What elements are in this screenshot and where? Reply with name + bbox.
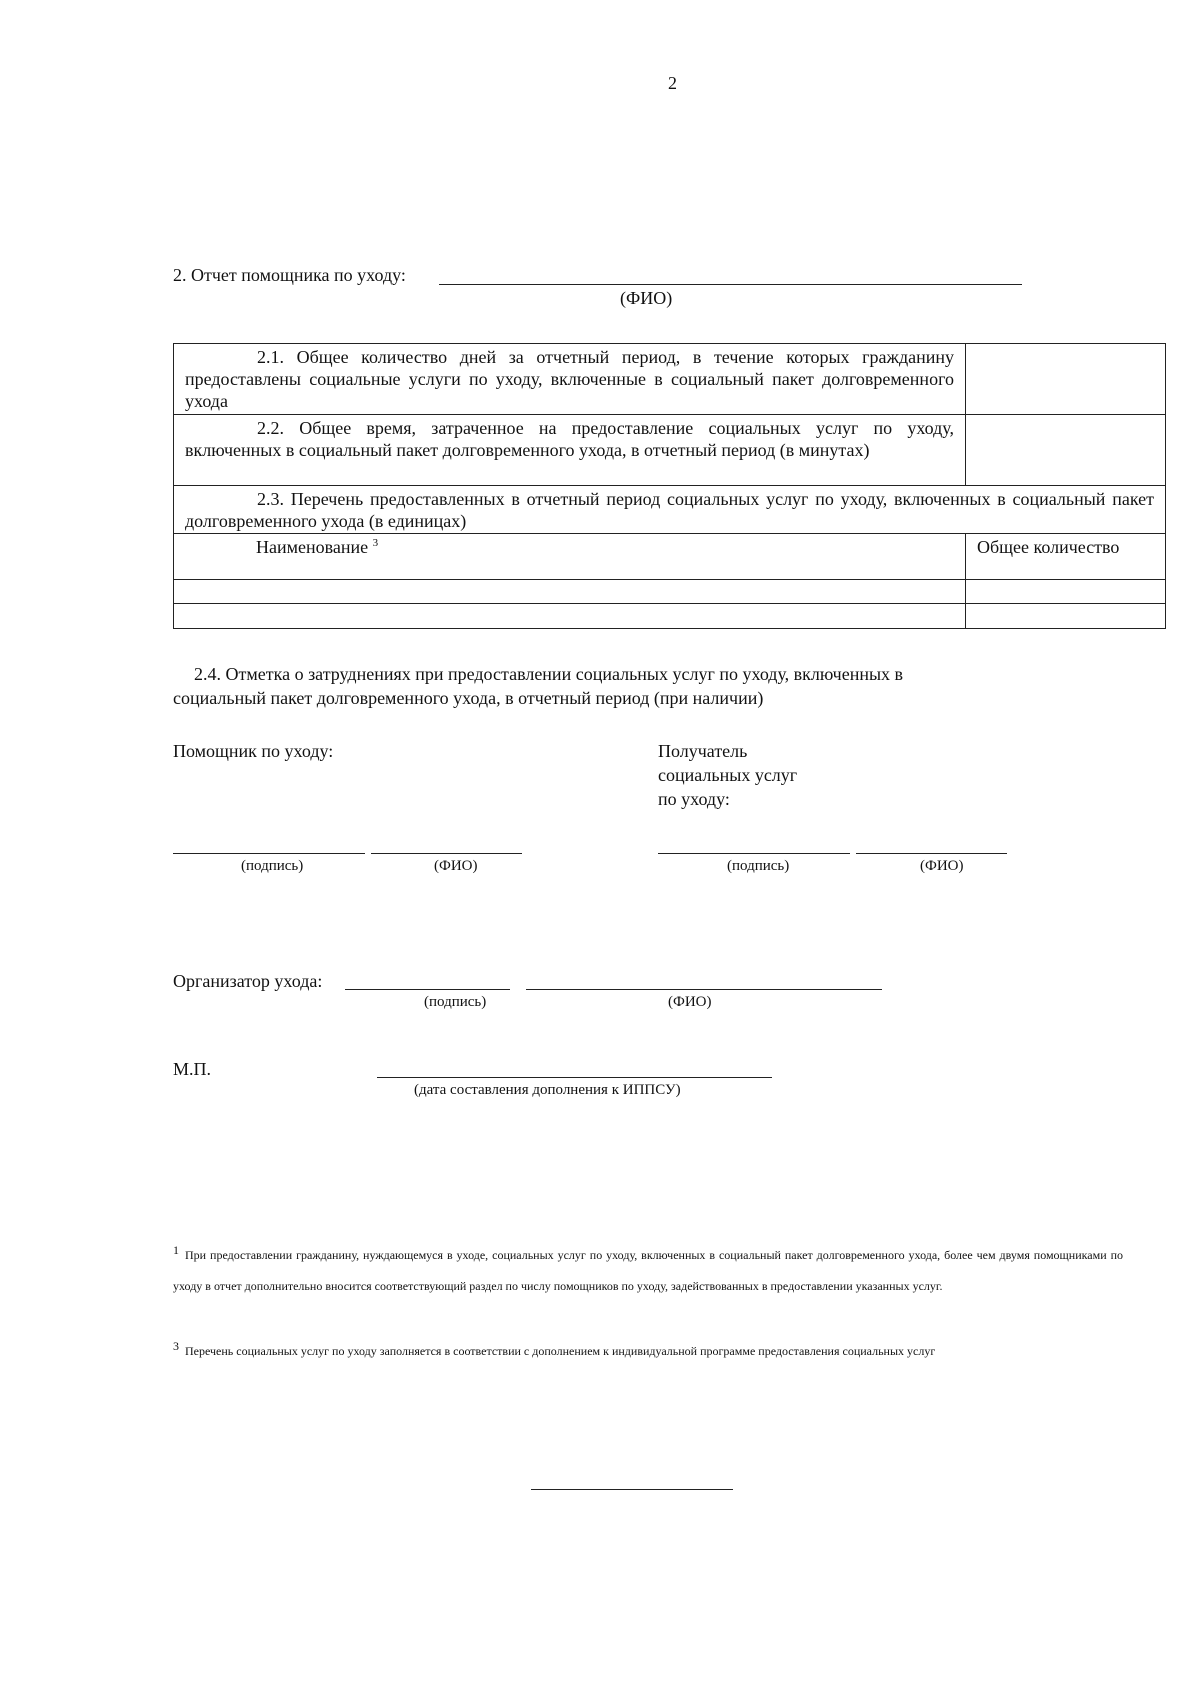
recipient-label-3: по уходу:: [658, 789, 730, 809]
date-line[interactable]: [377, 1077, 772, 1078]
service-total-cell[interactable]: [966, 580, 1165, 603]
page-number: 2: [668, 73, 677, 93]
service-total-cell[interactable]: [966, 604, 1165, 628]
table-row: [174, 580, 1165, 604]
helper-signature-line[interactable]: [173, 853, 365, 854]
row-2-2-value-cell[interactable]: [966, 415, 1165, 485]
helper-fio-caption: (ФИО): [620, 288, 673, 308]
footnote-3-mark: 3: [173, 1339, 179, 1353]
stamp-place-label: М.П.: [173, 1059, 212, 1079]
recipient-signature-caption: (подпись): [727, 858, 790, 874]
footnote-1-mark: 1: [173, 1243, 179, 1257]
footnote-1: [173, 1240, 1123, 1302]
footnote-3-text: Перечень социальных услуг по уходу заполняется в соответствии с дополнением к индивидуальной программе предоставления социальных услуг: [185, 1344, 936, 1358]
helper-fio-line[interactable]: [439, 284, 1022, 285]
organizer-label: Организатор ухода:: [173, 971, 323, 991]
section-2-4-line2: социальный пакет долговременного ухода, в отчетный период (при наличии): [173, 688, 764, 708]
table-row-2-2: [174, 415, 1165, 486]
organizer-signature-caption: (подпись): [424, 994, 487, 1010]
table-row-2-1: [174, 344, 1165, 415]
col-name-header: [174, 534, 966, 579]
report-table: [173, 343, 1166, 629]
date-caption: (дата составления дополнения к ИППСУ): [414, 1082, 681, 1098]
helper-fio-signature-line[interactable]: [371, 853, 522, 854]
service-name-cell[interactable]: [174, 604, 966, 628]
organizer-fio-caption: (ФИО): [668, 994, 712, 1010]
footnote-3: [173, 1336, 1123, 1367]
closing-divider: [531, 1489, 733, 1490]
recipient-fio-signature-line[interactable]: [856, 853, 1007, 854]
organizer-signature-line[interactable]: [345, 989, 510, 990]
row-2-1-value-cell[interactable]: [966, 344, 1165, 414]
helper-label: Помощник по уходу:: [173, 741, 334, 761]
recipient-label-2: социальных услуг: [658, 765, 798, 785]
col-name-label: Наименование: [256, 537, 369, 557]
row-2-3-text: 2.3. Перечень предоставленных в отчетный период социальных услуг по уходу, включенных в социальный пакет долговременного ухода (в единицах): [185, 489, 1154, 531]
table-row: [174, 604, 1165, 628]
section-2-4-line1: 2.4. Отметка о затруднениях при предоставлении социальных услуг по уходу, включенных в: [194, 664, 904, 684]
service-name-cell[interactable]: [174, 580, 966, 603]
footnote-1-text: При предоставлении гражданину, нуждающемуся в уходе, социальных услуг по уходу, включенных в социальный пакет долговременного ухода, более чем двумя помощниками по уходу в отчет дополнительно вносится соответствующий раздел по числу помощников по уходу, задействованных в предоставлении указанных услуг.: [173, 1248, 1123, 1293]
recipient-label-1: Получатель: [658, 741, 748, 761]
helper-fio-signature-caption: (ФИО): [434, 858, 478, 874]
col-name-footnote-mark: 3: [372, 537, 379, 549]
row-2-2-text: 2.2. Общее время, затраченное на предоставление социальных услуг по уходу, включенных в социальный пакет долговременного ухода, в отчетный период (в минутах): [174, 415, 966, 485]
organizer-fio-line[interactable]: [526, 989, 882, 990]
table-header-row: [174, 534, 1165, 580]
section-2-label: 2. Отчет помощника по уходу:: [173, 265, 406, 285]
row-2-1-text: 2.1. Общее количество дней за отчетный период, в течение которых гражданину предоставлены социальные услуги по уходу, включенные в социальный пакет долговременного ухода: [174, 344, 966, 414]
table-row-2-3: [174, 486, 1165, 534]
recipient-fio-signature-caption: (ФИО): [920, 858, 964, 874]
col-total-header: Общее количество: [977, 537, 1120, 557]
helper-signature-caption: (подпись): [241, 858, 304, 874]
recipient-signature-line[interactable]: [658, 853, 850, 854]
